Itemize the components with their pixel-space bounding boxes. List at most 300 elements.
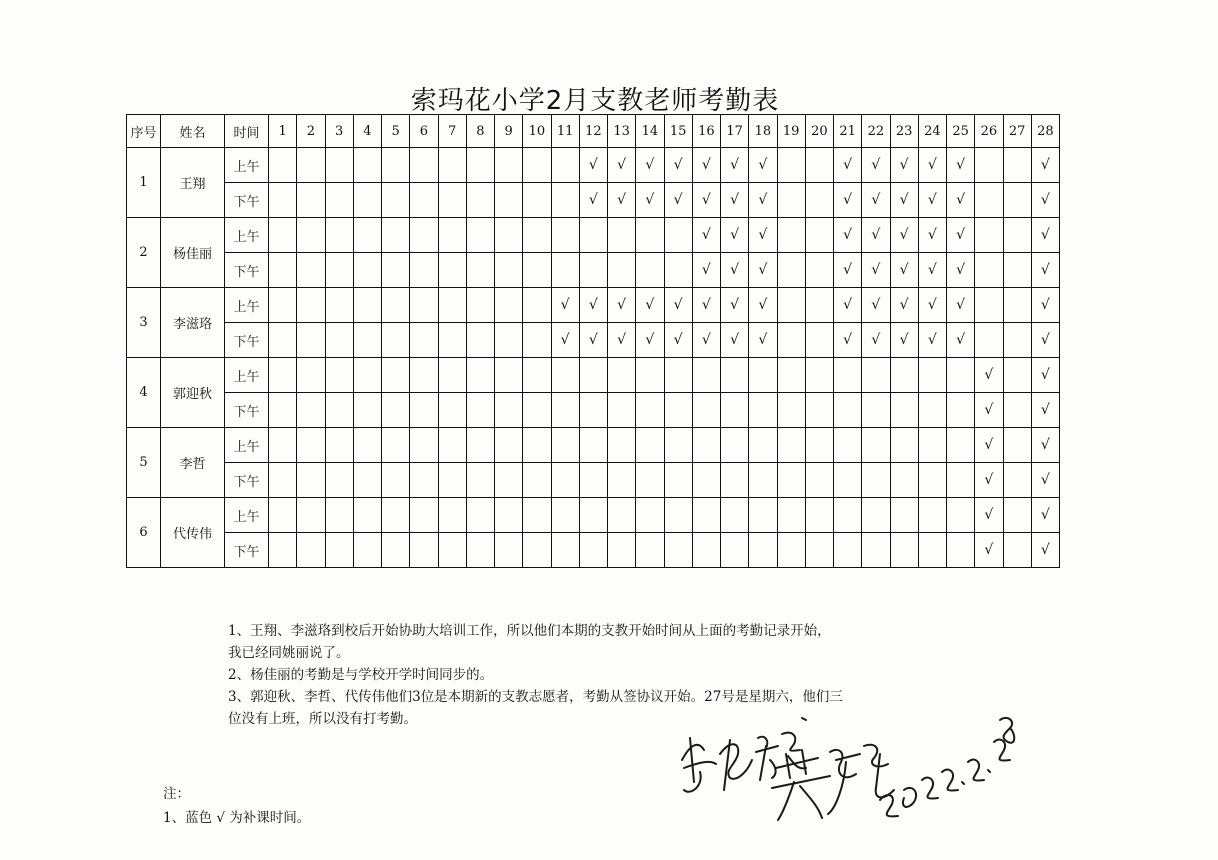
check-mark: √ — [834, 183, 862, 218]
empty-cell — [382, 323, 410, 358]
header-no: 序号 — [127, 115, 161, 148]
teacher-name: 李滋珞 — [161, 288, 225, 358]
empty-cell — [721, 463, 749, 498]
empty-cell — [382, 253, 410, 288]
check-mark: √ — [1031, 323, 1059, 358]
empty-cell — [466, 533, 494, 568]
check-mark: √ — [947, 148, 975, 183]
check-mark: √ — [862, 183, 890, 218]
check-mark: √ — [749, 323, 777, 358]
empty-cell — [636, 428, 664, 463]
session-time: 下午 — [225, 253, 269, 288]
empty-cell — [862, 393, 890, 428]
empty-cell — [297, 533, 325, 568]
check-mark: √ — [1031, 148, 1059, 183]
empty-cell — [636, 393, 664, 428]
empty-cell — [664, 358, 692, 393]
empty-cell — [608, 428, 636, 463]
note-line: 1、王翔、李滋珞到校后开始协助大培训工作，所以他们本期的支教开始时间从上面的考勤记录开始， — [228, 623, 831, 639]
check-mark: √ — [918, 148, 946, 183]
check-mark: √ — [721, 148, 749, 183]
empty-cell — [353, 428, 381, 463]
empty-cell — [749, 358, 777, 393]
header-day: 13 — [608, 115, 636, 148]
empty-cell — [523, 148, 551, 183]
empty-cell — [1003, 358, 1031, 393]
empty-cell — [297, 148, 325, 183]
check-mark: √ — [692, 288, 720, 323]
empty-cell — [608, 498, 636, 533]
check-mark: √ — [862, 253, 890, 288]
empty-cell — [692, 498, 720, 533]
empty-cell — [297, 393, 325, 428]
empty-cell — [523, 428, 551, 463]
empty-cell — [1003, 428, 1031, 463]
empty-cell — [918, 393, 946, 428]
empty-cell — [890, 358, 918, 393]
check-mark: √ — [890, 148, 918, 183]
check-mark: √ — [1031, 393, 1059, 428]
empty-cell — [495, 533, 523, 568]
empty-cell — [438, 323, 466, 358]
empty-cell — [918, 533, 946, 568]
check-mark: √ — [608, 148, 636, 183]
empty-cell — [325, 533, 353, 568]
empty-cell — [523, 498, 551, 533]
empty-cell — [269, 148, 297, 183]
header-day: 12 — [579, 115, 607, 148]
empty-cell — [692, 358, 720, 393]
empty-cell — [721, 498, 749, 533]
empty-cell — [975, 253, 1003, 288]
empty-cell — [664, 253, 692, 288]
empty-cell — [975, 148, 1003, 183]
empty-cell — [777, 288, 805, 323]
check-mark: √ — [918, 253, 946, 288]
check-mark: √ — [692, 148, 720, 183]
empty-cell — [353, 323, 381, 358]
empty-cell — [1003, 463, 1031, 498]
empty-cell — [777, 393, 805, 428]
check-mark: √ — [947, 183, 975, 218]
header-time: 时间 — [225, 115, 269, 148]
empty-cell — [975, 323, 1003, 358]
empty-cell — [805, 218, 833, 253]
empty-cell — [636, 253, 664, 288]
check-mark: √ — [721, 323, 749, 358]
empty-cell — [664, 498, 692, 533]
empty-cell — [947, 463, 975, 498]
empty-cell — [410, 323, 438, 358]
empty-cell — [608, 393, 636, 428]
empty-cell — [297, 288, 325, 323]
check-mark: √ — [834, 288, 862, 323]
session-time: 下午 — [225, 463, 269, 498]
header-day: 5 — [382, 115, 410, 148]
empty-cell — [664, 533, 692, 568]
empty-cell — [834, 463, 862, 498]
empty-cell — [466, 428, 494, 463]
empty-cell — [975, 183, 1003, 218]
empty-cell — [636, 218, 664, 253]
check-mark: √ — [692, 183, 720, 218]
empty-cell — [466, 288, 494, 323]
check-mark: √ — [890, 288, 918, 323]
empty-cell — [551, 183, 579, 218]
empty-cell — [777, 323, 805, 358]
empty-cell — [297, 428, 325, 463]
empty-cell — [608, 253, 636, 288]
empty-cell — [636, 533, 664, 568]
header-day: 23 — [890, 115, 918, 148]
check-mark: √ — [947, 218, 975, 253]
footnote — [163, 782, 310, 830]
check-mark: √ — [862, 323, 890, 358]
empty-cell — [382, 428, 410, 463]
empty-cell — [805, 323, 833, 358]
empty-cell — [551, 253, 579, 288]
header-day: 2 — [297, 115, 325, 148]
check-mark: √ — [749, 183, 777, 218]
empty-cell — [382, 288, 410, 323]
empty-cell — [297, 323, 325, 358]
empty-cell — [721, 533, 749, 568]
row-number: 4 — [127, 358, 161, 428]
empty-cell — [297, 253, 325, 288]
empty-cell — [523, 463, 551, 498]
empty-cell — [834, 498, 862, 533]
table-row — [127, 183, 1060, 218]
empty-cell — [495, 393, 523, 428]
empty-cell — [410, 533, 438, 568]
empty-cell — [438, 148, 466, 183]
empty-cell — [438, 218, 466, 253]
empty-cell — [834, 358, 862, 393]
empty-cell — [466, 323, 494, 358]
empty-cell — [523, 288, 551, 323]
empty-cell — [890, 393, 918, 428]
empty-cell — [862, 533, 890, 568]
check-mark: √ — [579, 288, 607, 323]
empty-cell — [269, 288, 297, 323]
table-row — [127, 323, 1060, 358]
empty-cell — [410, 428, 438, 463]
empty-cell — [721, 358, 749, 393]
empty-cell — [947, 498, 975, 533]
check-mark: √ — [947, 323, 975, 358]
empty-cell — [890, 463, 918, 498]
note-line: 我已经同姚丽说了。 — [228, 645, 350, 661]
empty-cell — [777, 533, 805, 568]
check-mark: √ — [608, 288, 636, 323]
table-row — [127, 498, 1060, 533]
empty-cell — [438, 288, 466, 323]
empty-cell — [325, 218, 353, 253]
check-mark: √ — [1031, 463, 1059, 498]
empty-cell — [495, 218, 523, 253]
check-mark: √ — [551, 323, 579, 358]
empty-cell — [664, 428, 692, 463]
check-mark: √ — [834, 148, 862, 183]
empty-cell — [579, 463, 607, 498]
empty-cell — [438, 393, 466, 428]
empty-cell — [410, 218, 438, 253]
empty-cell — [523, 183, 551, 218]
empty-cell — [382, 183, 410, 218]
empty-cell — [777, 183, 805, 218]
check-mark: √ — [834, 253, 862, 288]
empty-cell — [495, 148, 523, 183]
row-number: 1 — [127, 148, 161, 218]
header-day: 9 — [495, 115, 523, 148]
empty-cell — [438, 428, 466, 463]
empty-cell — [579, 358, 607, 393]
session-time: 上午 — [225, 148, 269, 183]
empty-cell — [325, 253, 353, 288]
header-day: 24 — [918, 115, 946, 148]
check-mark: √ — [975, 393, 1003, 428]
empty-cell — [608, 358, 636, 393]
empty-cell — [353, 148, 381, 183]
empty-cell — [523, 253, 551, 288]
empty-cell — [1003, 533, 1031, 568]
check-mark: √ — [975, 533, 1003, 568]
empty-cell — [777, 498, 805, 533]
empty-cell — [805, 498, 833, 533]
empty-cell — [805, 253, 833, 288]
check-mark: √ — [1031, 218, 1059, 253]
empty-cell — [777, 463, 805, 498]
empty-cell — [353, 463, 381, 498]
empty-cell — [1003, 253, 1031, 288]
empty-cell — [805, 288, 833, 323]
teacher-name: 杨佳丽 — [161, 218, 225, 288]
empty-cell — [410, 253, 438, 288]
session-time: 上午 — [225, 288, 269, 323]
empty-cell — [805, 358, 833, 393]
empty-cell — [466, 253, 494, 288]
table-row — [127, 358, 1060, 393]
empty-cell — [410, 498, 438, 533]
check-mark: √ — [947, 253, 975, 288]
header-day: 14 — [636, 115, 664, 148]
check-mark: √ — [1031, 288, 1059, 323]
empty-cell — [918, 498, 946, 533]
empty-cell — [495, 358, 523, 393]
header-day: 10 — [523, 115, 551, 148]
header-day: 17 — [721, 115, 749, 148]
check-mark: √ — [749, 288, 777, 323]
empty-cell — [608, 463, 636, 498]
footnote-label: 注： — [163, 786, 190, 802]
empty-cell — [721, 428, 749, 463]
header-day: 19 — [777, 115, 805, 148]
empty-cell — [410, 288, 438, 323]
check-mark: √ — [975, 498, 1003, 533]
empty-cell — [495, 183, 523, 218]
empty-cell — [579, 533, 607, 568]
check-mark: √ — [579, 148, 607, 183]
empty-cell — [325, 428, 353, 463]
table-row — [127, 148, 1060, 183]
empty-cell — [269, 358, 297, 393]
header-day: 21 — [834, 115, 862, 148]
empty-cell — [947, 393, 975, 428]
empty-cell — [1003, 183, 1031, 218]
check-mark: √ — [692, 218, 720, 253]
empty-cell — [579, 498, 607, 533]
empty-cell — [608, 533, 636, 568]
empty-cell — [551, 358, 579, 393]
empty-cell — [438, 498, 466, 533]
check-mark: √ — [1031, 498, 1059, 533]
empty-cell — [834, 533, 862, 568]
header-day: 20 — [805, 115, 833, 148]
check-mark: √ — [579, 183, 607, 218]
teacher-name: 代传伟 — [161, 498, 225, 568]
empty-cell — [382, 533, 410, 568]
session-time: 上午 — [225, 358, 269, 393]
check-mark: √ — [721, 253, 749, 288]
empty-cell — [777, 253, 805, 288]
check-mark: √ — [918, 218, 946, 253]
check-mark: √ — [834, 323, 862, 358]
empty-cell — [862, 428, 890, 463]
check-mark: √ — [1031, 428, 1059, 463]
empty-cell — [495, 288, 523, 323]
check-mark: √ — [890, 183, 918, 218]
empty-cell — [975, 218, 1003, 253]
empty-cell — [692, 463, 720, 498]
empty-cell — [297, 218, 325, 253]
teacher-name: 李哲 — [161, 428, 225, 498]
empty-cell — [466, 393, 494, 428]
empty-cell — [325, 393, 353, 428]
check-mark: √ — [721, 218, 749, 253]
empty-cell — [551, 393, 579, 428]
handwritten-signature — [660, 690, 1020, 840]
check-mark: √ — [579, 323, 607, 358]
empty-cell — [918, 463, 946, 498]
check-mark: √ — [1031, 358, 1059, 393]
empty-cell — [862, 498, 890, 533]
empty-cell — [410, 148, 438, 183]
empty-cell — [805, 393, 833, 428]
empty-cell — [947, 428, 975, 463]
empty-cell — [325, 183, 353, 218]
check-mark: √ — [664, 323, 692, 358]
empty-cell — [297, 358, 325, 393]
empty-cell — [438, 358, 466, 393]
empty-cell — [749, 463, 777, 498]
header-day: 22 — [862, 115, 890, 148]
empty-cell — [862, 358, 890, 393]
empty-cell — [325, 148, 353, 183]
empty-cell — [890, 498, 918, 533]
empty-cell — [890, 428, 918, 463]
check-mark: √ — [975, 463, 1003, 498]
empty-cell — [636, 463, 664, 498]
header-day: 15 — [664, 115, 692, 148]
empty-cell — [777, 358, 805, 393]
empty-cell — [269, 218, 297, 253]
empty-cell — [975, 288, 1003, 323]
empty-cell — [297, 463, 325, 498]
header-day: 18 — [749, 115, 777, 148]
empty-cell — [664, 393, 692, 428]
empty-cell — [325, 323, 353, 358]
empty-cell — [749, 533, 777, 568]
empty-cell — [579, 428, 607, 463]
table-row — [127, 253, 1060, 288]
empty-cell — [636, 358, 664, 393]
session-time: 下午 — [225, 323, 269, 358]
teacher-name: 郭迎秋 — [161, 358, 225, 428]
empty-cell — [805, 463, 833, 498]
header-day: 3 — [325, 115, 353, 148]
table-row — [127, 218, 1060, 253]
empty-cell — [438, 533, 466, 568]
empty-cell — [495, 498, 523, 533]
check-mark: √ — [834, 218, 862, 253]
check-mark: √ — [862, 218, 890, 253]
empty-cell — [805, 428, 833, 463]
empty-cell — [495, 253, 523, 288]
check-mark: √ — [749, 218, 777, 253]
empty-cell — [495, 428, 523, 463]
check-mark: √ — [721, 288, 749, 323]
empty-cell — [692, 533, 720, 568]
header-day: 6 — [410, 115, 438, 148]
empty-cell — [805, 183, 833, 218]
empty-cell — [466, 183, 494, 218]
table-row — [127, 393, 1060, 428]
empty-cell — [1003, 288, 1031, 323]
empty-cell — [664, 218, 692, 253]
empty-cell — [551, 498, 579, 533]
check-mark: √ — [664, 288, 692, 323]
table-header-row — [127, 115, 1060, 148]
empty-cell — [890, 533, 918, 568]
empty-cell — [749, 498, 777, 533]
empty-cell — [269, 463, 297, 498]
empty-cell — [466, 148, 494, 183]
empty-cell — [805, 148, 833, 183]
empty-cell — [353, 253, 381, 288]
header-day: 27 — [1003, 115, 1031, 148]
note-line: 3、郭迎秋、李哲、代传伟他们3位是本期新的支教志愿者，考勤从签协议开始。27号是星期六，他们三 — [228, 689, 843, 705]
check-mark: √ — [636, 183, 664, 218]
session-time: 下午 — [225, 533, 269, 568]
attendance-table — [126, 114, 1060, 568]
check-mark: √ — [890, 253, 918, 288]
empty-cell — [805, 533, 833, 568]
table-row — [127, 463, 1060, 498]
empty-cell — [749, 428, 777, 463]
empty-cell — [1003, 498, 1031, 533]
empty-cell — [382, 393, 410, 428]
empty-cell — [269, 393, 297, 428]
empty-cell — [325, 358, 353, 393]
table-row — [127, 288, 1060, 323]
check-mark: √ — [551, 288, 579, 323]
empty-cell — [297, 498, 325, 533]
empty-cell — [918, 428, 946, 463]
table-row — [127, 533, 1060, 568]
page-title: 索玛花小学2月支教老师考勤表 — [410, 86, 780, 116]
footnote-line: 1、蓝色 √ 为补课时间。 — [163, 810, 311, 826]
empty-cell — [495, 463, 523, 498]
